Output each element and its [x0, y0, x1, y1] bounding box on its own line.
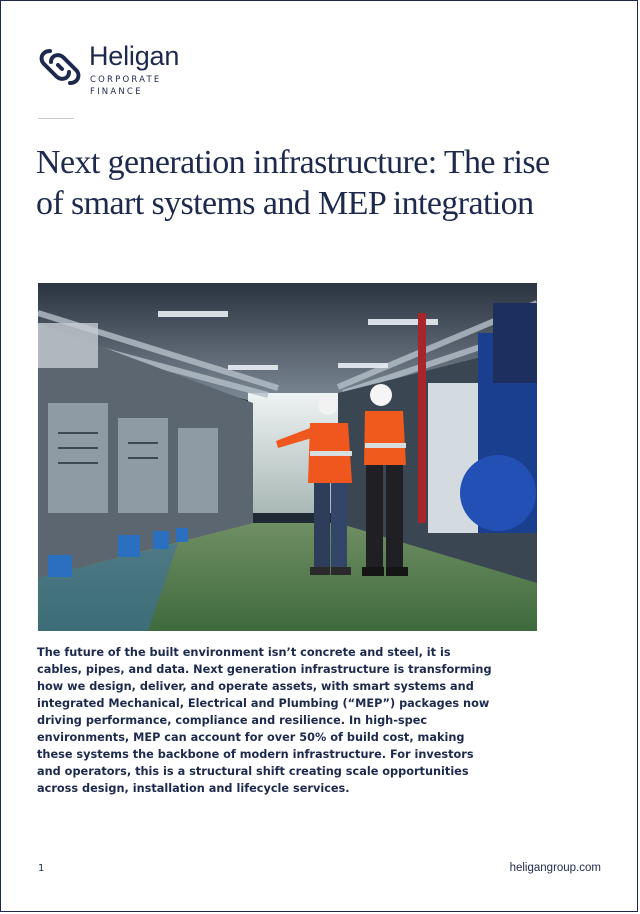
- header-divider: [38, 118, 74, 119]
- brand-subline-1: CORPORATE: [90, 75, 162, 85]
- footer-url-link[interactable]: heligangroup.com: [509, 862, 601, 874]
- heligan-logo[interactable]: [36, 41, 186, 101]
- hero-image: [38, 283, 537, 631]
- brand-subline-2: FINANCE: [90, 87, 143, 97]
- brand-subline: [90, 74, 161, 98]
- brand-name: Heligan: [89, 41, 180, 71]
- interlocking-loops-icon: [36, 45, 84, 89]
- page-number: 1: [38, 863, 45, 874]
- article-title: Next generation infrastructure: The rise of smart systems and MEP integration: [36, 144, 550, 222]
- article-body: The future of the built environment isn’t concrete and steel, it is cables, pipes, and data. Next generation infrastructure is transforming how we design, deliver, and operate assets, with smart systems and integrated Mechanical, Electrical and Plumbing (“MEP”) packages now driving performance, compliance and resilience. In high-spec environments, MEP can account for over 50% of build cost, making these systems the backbone of modern infrastructure. For investors and operators, this is a structural shift creating scale opportunities across design, installation and lifecycle services.: [37, 646, 492, 795]
